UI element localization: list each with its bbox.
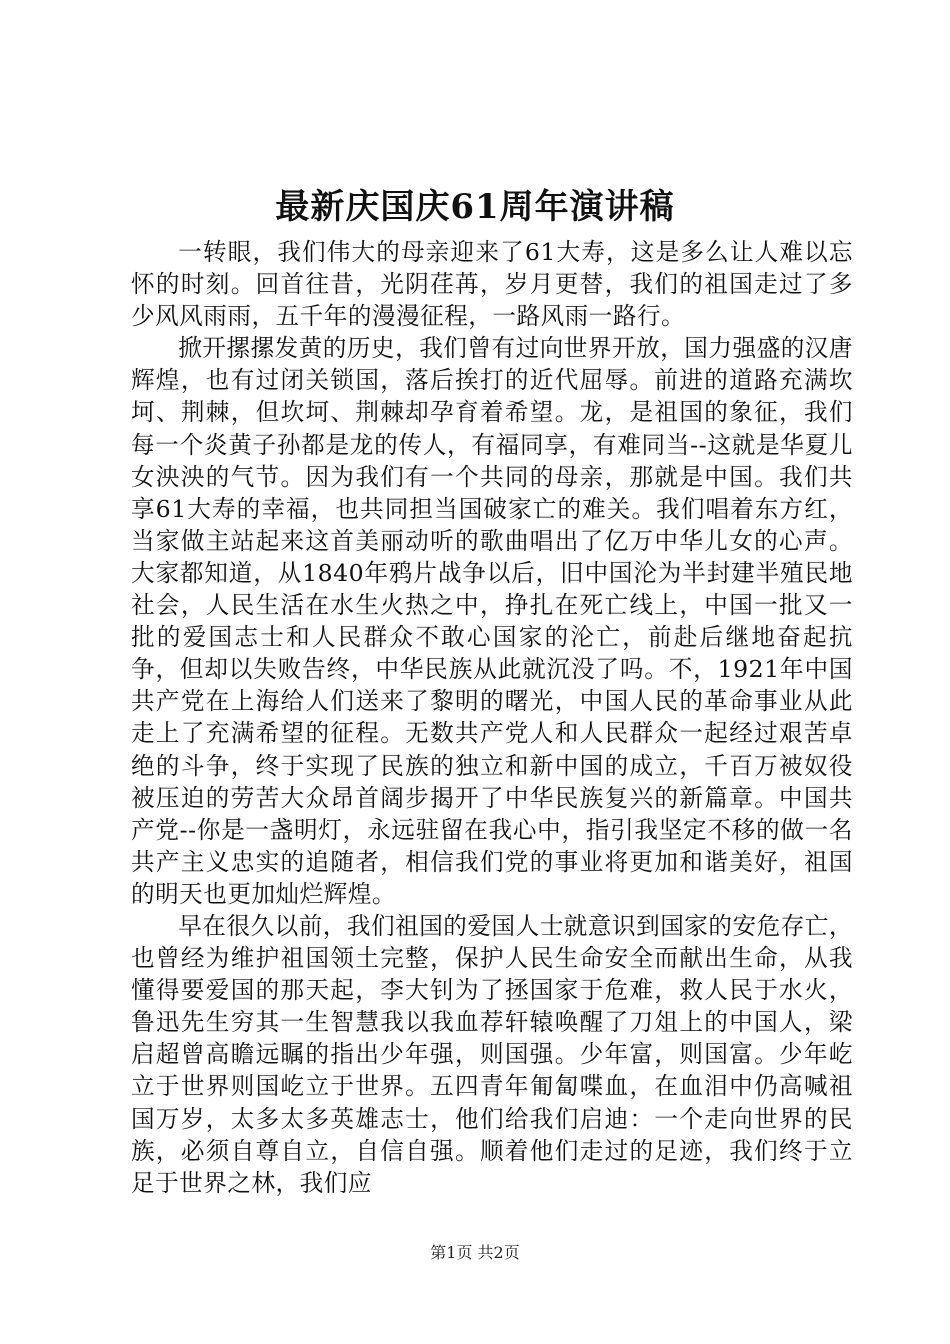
paragraph-3: 早在很久以前，我们祖国的爱国人士就意识到国家的安危存亡，也曾经为维护祖国领土完整，保护人民生命安全而献出生命，从我懂得要爱国的那天起，李大钊为了拯国家于危难，救人民于水火，鲁迅先生穷其一生智慧我以我血荐轩辕唤醒了刀俎上的中国人，梁启超曾高瞻远瞩的指出少年强，则国强。少年富，则国富。少年屹立于世界则国屹立于世界。五四青年匍匐喋血，在血泪中仍高喊祖国万岁，太多太多英雄志士，他们给我们启迪：一个走向世界的民族，必须自尊自立，自信自强。顺着他们走过的足迹，我们终于立足于世界之林，我们应 <box>131 911 853 1197</box>
paragraph-2: 掀开摞摞发黄的历史，我们曾有过向世界开放，国力强盛的汉唐辉煌，也有过闭关锁国，落后挨打的近代屈辱。前进的道路充满坎坷、荆棘，但坎坷、荆棘却孕育着希望。龙，是祖国的象征，我们每一个炎黄子孙都是龙的传人，有福同享，有难同当--这就是华夏儿女泱泱的气节。因为我们有一个共同的母亲，那就是中国。我们共享61大寿的幸福，也共同担当国破家亡的难关。我们唱着东方红，当家做主站起来这首美丽动听的歌曲唱出了亿万中华儿女的心声。大家都知道，从1840年鸦片战争以后，旧中国沦为半封建半殖民地社会，人民生活在水生火热之中，挣扎在死亡线上，中国一批又一批的爱国志士和人民群众不敢心国家的沦亡，前赴后继地奋起抗争，但却以失败告终，中华民族从此就沉没了吗。不，1921年中国共产党在上海给人们送来了黎明的曙光，中国人民的革命事业从此走上了充满希望的征程。无数共产党人和人民群众一起经过艰苦卓绝的斗争，终于实现了民族的独立和新中国的成立，千百万被奴役被压迫的劳苦大众昂首阔步揭开了中华民族复兴的新篇章。中国共产党--你是一盏明灯，永远驻留在我心中，指引我坚定不移的做一名共产主义忠实的追随者，相信我们党的事业将更加和谐美好，祖国的明天也更加灿烂辉煌。 <box>131 334 853 908</box>
page-footer: 第1页 共2页 <box>430 1243 520 1262</box>
paragraph-1: 一转眼，我们伟大的母亲迎来了61大寿，这是多么让人难以忘怀的时刻。回首往昔，光阴荏苒，岁月更替，我们的祖国走过了多少风风雨雨，五千年的漫漫征程，一路风雨一路行。 <box>131 238 853 331</box>
document-title: 最新庆国庆61周年演讲稿 <box>275 187 675 227</box>
document-body <box>131 236 853 1199</box>
